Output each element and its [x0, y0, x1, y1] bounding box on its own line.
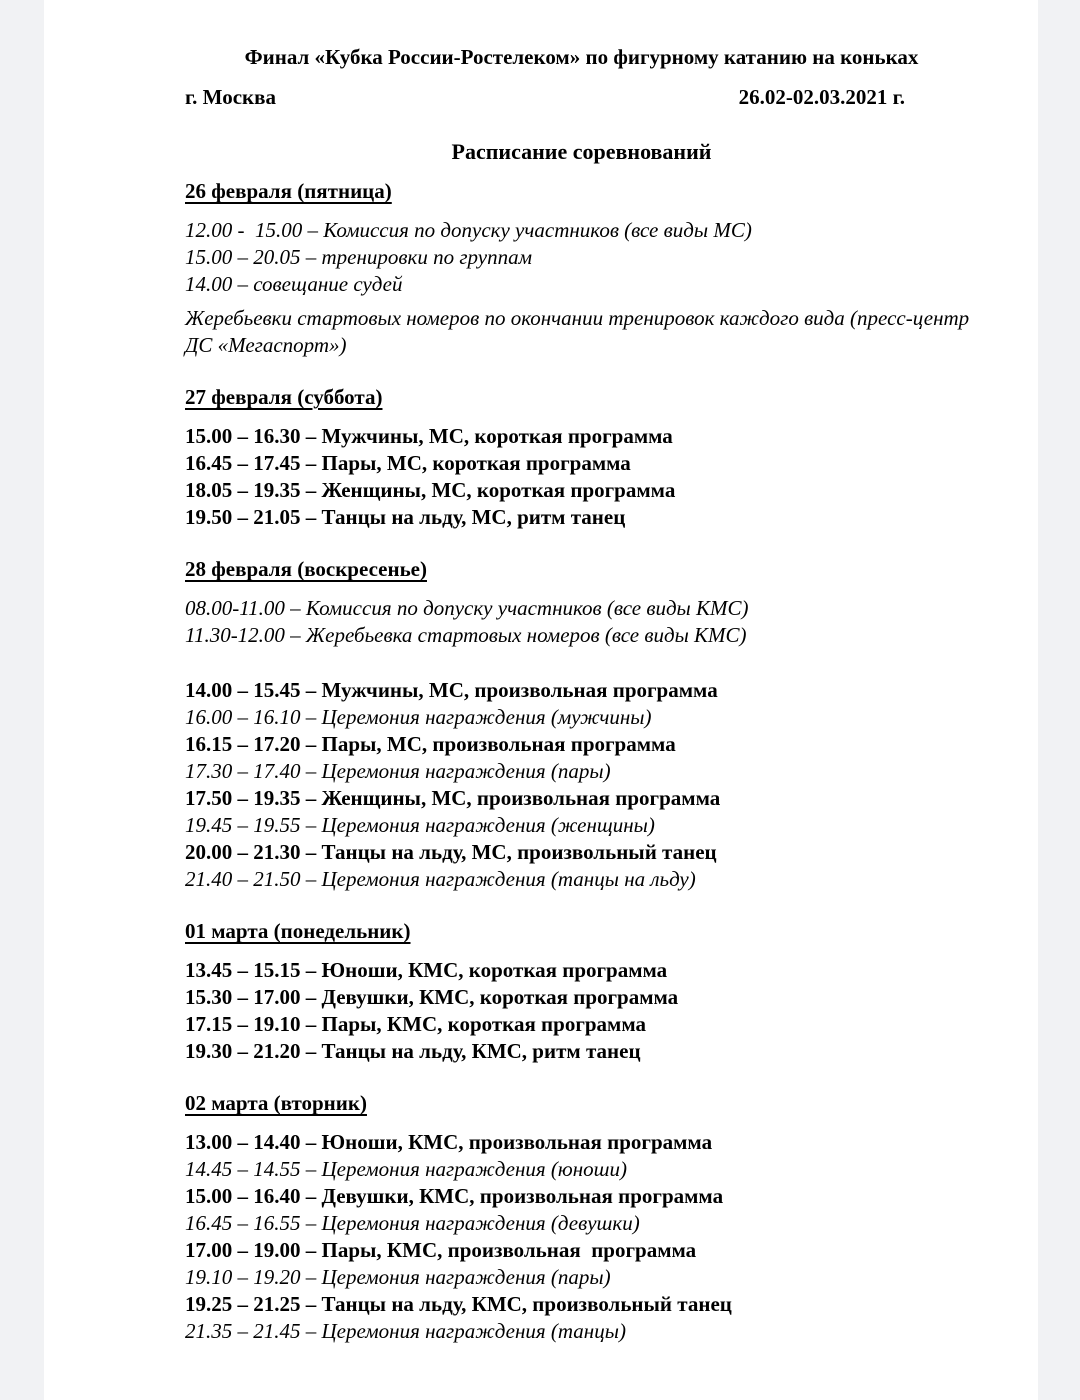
schedule-line: 19.50 – 21.05 – Танцы на льду, МС, ритм танец [185, 505, 626, 529]
schedule-line: 13.00 – 14.40 – Юноши, КМС, произвольная программа [185, 1130, 713, 1154]
day-section [185, 178, 978, 359]
schedule-line: 21.40 – 21.50 – Церемония награждения (танцы на льду) [185, 867, 696, 891]
schedule-line: 19.45 – 19.55 – Церемония награждения (женщины) [185, 813, 655, 837]
schedule-line: 16.00 – 16.10 – Церемония награждения (мужчины) [185, 705, 652, 729]
day-heading: 27 февраля (суббота) [185, 385, 383, 409]
schedule-line: 15.00 – 16.40 – Девушки, КМС, произвольная программа [185, 1184, 724, 1208]
schedule-line: Жеребьевки стартовых номеров по окончании тренировок каждого вида (пресс-центр ДС «Мегаспорт») [185, 306, 975, 357]
schedule-line: 11.30-12.00 – Жеребьевка стартовых номеров (все виды КМС) [185, 623, 747, 647]
schedule-line: 14.45 – 14.55 – Церемония награждения (юноши) [185, 1157, 627, 1181]
schedule-line: 14.00 – 15.45 – Мужчины, МС, произвольная программа [185, 678, 718, 702]
schedule-line: 15.00 – 16.30 – Мужчины, МС, короткая программа [185, 424, 673, 448]
schedule-line: 19.30 – 21.20 – Танцы на льду, КМС, ритм танец [185, 1039, 641, 1063]
schedule-line: 08.00-11.00 – Комиссия по допуску участников (все виды КМС) [185, 596, 749, 620]
event-group [185, 217, 978, 298]
event-group [185, 595, 978, 649]
schedule-line: 16.45 – 16.55 – Церемония награждения (девушки) [185, 1211, 640, 1235]
schedule-title: Расписание соревнований [451, 139, 712, 164]
event-group [185, 305, 978, 359]
day-section [185, 1090, 978, 1345]
day-section [185, 384, 978, 531]
event-group [185, 1129, 978, 1345]
day-heading: 28 февраля (воскресенье) [185, 557, 427, 581]
document-title: Финал «Кубка России-Ростелеком» по фигурному катанию на коньках [244, 45, 919, 69]
schedule-line: 20.00 – 21.30 – Танцы на льду, МС, произвольный танец [185, 840, 717, 864]
schedule-line: 15.30 – 17.00 – Девушки, КМС, короткая программа [185, 985, 679, 1009]
day-heading: 02 марта (вторник) [185, 1091, 367, 1115]
schedule-line: 19.25 – 21.25 – Танцы на льду, КМС, произвольный танец [185, 1292, 732, 1316]
schedule-line: 17.00 – 19.00 – Пары, КМС, произвольная программа [185, 1238, 697, 1262]
schedule-line: 12.00 - 15.00 – Комиссия по допуску участников (все виды МС) [185, 218, 752, 242]
event-group [185, 423, 978, 531]
city-label: г. Москва [185, 85, 276, 109]
schedule-line: 16.15 – 17.20 – Пары, МС, произвольная программа [185, 732, 676, 756]
event-group [185, 677, 978, 893]
city-date-row [185, 84, 978, 111]
schedule-line: 13.45 – 15.15 – Юноши, КМС, короткая программа [185, 958, 668, 982]
schedule-line: 16.45 – 17.45 – Пары, МС, короткая программа [185, 451, 631, 475]
event-group [185, 957, 978, 1065]
schedule-sections [185, 178, 978, 1345]
schedule-line: 17.15 – 19.10 – Пары, КМС, короткая программа [185, 1012, 647, 1036]
schedule-line: 17.30 – 17.40 – Церемония награждения (пары) [185, 759, 611, 783]
day-heading: 26 февраля (пятница) [185, 179, 392, 203]
day-section [185, 918, 978, 1065]
schedule-line: 19.10 – 19.20 – Церемония награждения (пары) [185, 1265, 611, 1289]
date-range: 26.02-02.03.2021 г. [738, 85, 905, 109]
document-page [44, 0, 1038, 1400]
schedule-line: 21.35 – 21.45 – Церемония награждения (танцы) [185, 1319, 626, 1343]
schedule-line: 15.00 – 20.05 – тренировки по группам [185, 245, 532, 269]
schedule-line: 14.00 – совещание судей [185, 272, 403, 296]
schedule-line: 18.05 – 19.35 – Женщины, МС, короткая программа [185, 478, 676, 502]
schedule-line: 17.50 – 19.35 – Женщины, МС, произвольная программа [185, 786, 721, 810]
day-section [185, 556, 978, 893]
day-heading: 01 марта (понедельник) [185, 919, 411, 943]
